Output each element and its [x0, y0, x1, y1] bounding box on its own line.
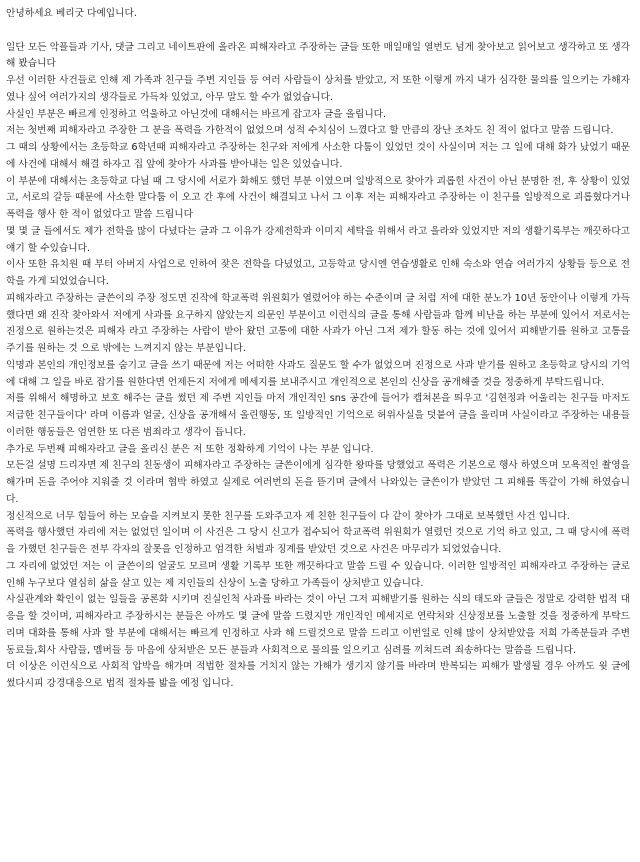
paragraph-3: 사실인 부분은 빠르게 인정하고 억울하고 아닌것에 대해서는 바르게 잡고자 글을 올립니다.: [6, 108, 387, 120]
paragraph-14: 정신적으로 너무 힘들어 하는 모습을 지켜보지 못한 친구를 도와주고자 제 친한 친구들이 다 같이 찾아가 그대로 보복했던 사건 입니다.: [6, 510, 570, 522]
paragraph-16: 그 자리에 없었던 저는 이 글쓴이의 얼굴도 모르며 생활 기록부 또한 깨끗하다고 말씀 드릴 수 있습니다. 이러한 일방적인 피해자라고 주장하는 글로인해 누구보다 열심히 삶을 살고 있는 제 지인들의 신상이 노출 당하고 가족들이 상처받고 있습니다.: [6, 560, 630, 589]
paragraph-8: 이사 또한 유치원 때 부터 아버지 사업으로 인하여 잦은 전학을 다녔었고, 고등학교 당시엔 연습생활로 인해 숙소와 연습 여러가지 상황들 등으로 전학을 가게 되었었습니다.: [6, 259, 630, 287]
paragraph-9: 피해자라고 주장하는 글쓴이의 주장 정도면 진작에 학교폭력 위원회가 열렸어야 하는 수준이며 글 처럼 저에 대한 분노가 10년 동안이나 이렇게 가득 했다면 왜 진작 찾아와서 저에게 사과를 요구하지 않았는지 의문인 부분이고 이런식의 글을 통해 사람들과 함께 비난을 하는 부분에 있어서 저로서는 진정으로 원하는것은 피해자 라고 주장하는 사람이 받아 왔던 고통에 대한 사과가 아닌 그저 제가 할동 하는 것에 있어서 피해받기를 원하고 고통을 주기를 원하는 것 으로 밖에는 느껴지지 않는 부분입니다.: [6, 292, 630, 354]
paragraph-10: 익명과 본인의 개인정보를 숨기고 글을 쓰기 때문에 저는 어떠한 사과도 질문도 할 수가 없었으며 진정으로 사과 받기를 원하고 초등학교 당시의 기억에 대해 그 일을 바로 잡기를 원한다면 언제든지 저에게 메세지를 보내주시고 개인적으로 본인의 신상을 공개해줄 것을 정중하게 부탁드립니다.: [6, 359, 630, 388]
paragraph-18: 더 이상은 이런식으로 사회적 압박을 해가며 적법한 절차를 거치지 않는 가해가 생기지 않기를 바라며 반복되는 피해가 발생될 경우 아까도 윗 글에 썼다시피 강경대응으로 법적 절차를 밟을 예정 입니다.: [6, 661, 630, 689]
paragraph-5: 그 때의 상황에서는 초등학교 6학년때 피해자라고 주장하는 친구와 저에게 사소한 다툼이 있었던 것이 사실이며 저는 그 일에 대해 화가 났었기 때문에 사건에 대해서 해결 하자고 집 앞에 찾아가 사과를 받아내는 일은 있었습니다.: [6, 142, 630, 170]
paragraph-12: 추가로 두번째 피해자라고 글을 올리신 분은 저 또한 정확하게 기억이 나는 부분 입니다.: [6, 443, 374, 455]
statement-body: [6, 40, 630, 693]
greeting-line: 안녕하세요 베리굿 다예입니다.: [6, 8, 137, 19]
paragraph-4: 저는 첫번째 피해자라고 주장한 그 분을 폭력을 가한적이 없었으며 성적 수치심이 느꼈다고 할 만큼의 장난 조차도 친 적이 없다고 말씀 드립니다.: [6, 125, 614, 137]
paragraph-1: 일단 모든 악플들과 기사, 댓글 그리고 네이트판에 올라온 피해자라고 주장하는 글들 또한 매일매일 열번도 넘게 찾아보고 읽어보고 생각하고 또 생각 해 봤습니다: [6, 41, 630, 70]
paragraph-6: 이 부분에 대해서는 초등학교 다닐 때 그 당시에 서로가 화해도 했던 부분 이였으며 일방적으로 찾아가 괴롭힌 사건이 아닌 분명한 전, 후 상황이 있었고, 서로의 갈등 때문에 사소한 말다툼 이 오고 간 후에 사건이 해결되고 나서 그 이후 저는 피해자라고 주장하는 이 친구를 일방적으로 괴롭혔다거나 폭력을 행사 한 적이 없었다고 말씀 드립니다: [6, 175, 630, 220]
paragraph-17: 사실관계와 확인이 없는 일들을 공론화 시키며 진실인척 사과를 바라는 것이 아닌 그저 피해받기를 원하는 식의 태도와 글들은 정말로 강력한 법적 대응을 할 것이며, 피해자라고 주장하시는 분들은 아까도 몇 글에 말씀 드렸지만 개인적인 메세지로 연락처와 신상정보를 노출할 것을 정중하게 부탁드리며 대화를 통해 사과 할 부분에 대해서는 빠르게 인정하고 사과 해 드릴것으로 말씀 드리고 이번일로 인해 많이 상처받았을 저희 가족분들과 주변 동료들,회사 사람들, 멤버들 등 마음에 상처받은 모든 분들과 사회적으로 물의를 일으키고 심려를 끼쳐드려 죄송하다는 말씀을 드립니다.: [6, 594, 630, 656]
blank-line: [6, 23, 630, 40]
paragraph-11: 저를 위해서 해명하고 보호 해주는 글을 썼던 제 주변 지인들 마저 개인적인 sns 공간에 들어가 캡쳐본을 띄우고 '김현정과 어울리는 친구들 마저도 저급한 친구들이다' 라며 이름과 얼굴, 신상을 공개해서 올린행동, 또 일방적인 기억으로 허위사실을 덧붙여 글을 올리며 사실이라고 주장하는 내용들 이러한 행동들은 엄연한 또 다른 범죄라고 생각이 듭니다.: [6, 393, 630, 438]
paragraph-7: 몇 몇 글 들에서도 제가 전학을 많이 다녔다는 글과 그 이유가 강제전학과 이미지 세탁을 위해서 라고 올라와 있었지만 저의 생활기록부는 깨끗하다고 얘기 할 수있습니다.: [6, 225, 630, 254]
paragraph-2: 우선 이러한 사건들로 인해 제 가족과 친구들 주변 지인들 등 여러 사람들이 상처를 받았고, 저 또한 이렇게 까지 내가 심각한 물의를 일으키는 가해자였나 싶어 여러가지의 생각들로 가득차 있었고, 아무 말도 할 수가 없었습니다.: [6, 75, 630, 103]
paragraph-13: 모든걸 설명 드리자면 제 친구의 친동생이 피해자라고 주장하는 글쓴이에게 심각한 왕따를 당했었고 폭력은 기본으로 행사 하였으며 모욕적인 촬영을 해가며 돈을 주어야 지워줄 것 이라며 협박 하였고 실제로 여러번의 돈을 뜯기며 글에서 나와있는 글쓴이가 받았던 그 피해를 똑같이 가해 하였습니다.: [6, 460, 630, 505]
paragraph-15: 폭력을 행사했던 자리에 저는 없었던 일이며 이 사건은 그 당시 신고가 접수되어 학교폭력 위원회가 열렸던 것으로 기억 하고 있고, 그 때 당시에 폭력을 가했던 친구들은 전부 각자의 잘못을 인정하고 엄격한 처벌과 징계를 받았던 것으로 사건은 마무리가 되었었습니다.: [6, 527, 630, 555]
